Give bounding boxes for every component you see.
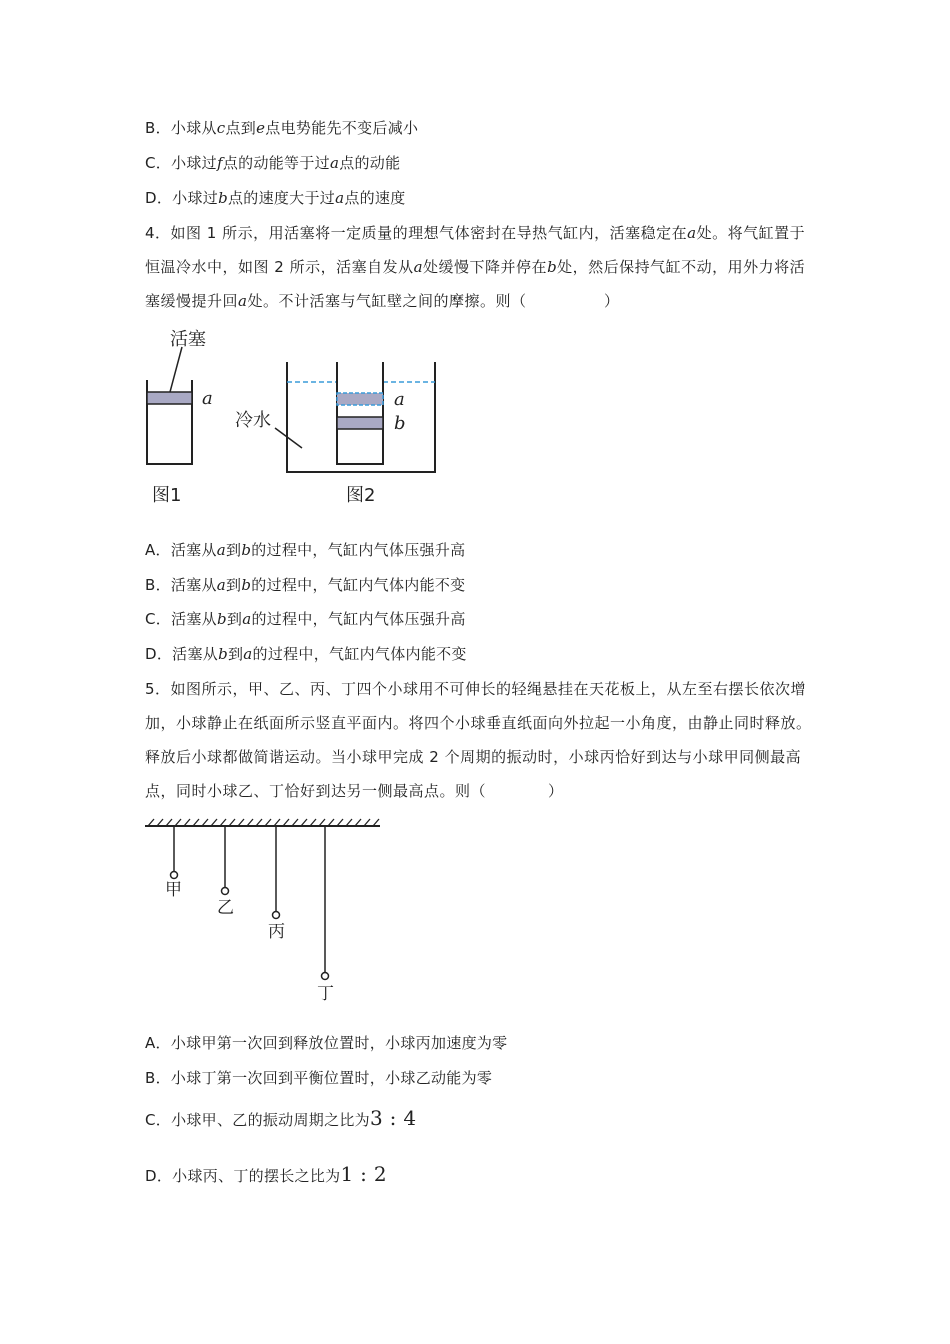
fig2-piston-a-dashed [337,393,383,405]
ball-bing [273,912,280,919]
ratio-d: 1 : 2 [340,1162,387,1186]
q5-figure [140,818,390,1008]
label-ding: 丁 [317,984,334,1004]
water-label: 冷水 [235,410,271,431]
fig2-piston-b [337,417,383,429]
q4-stem: 4．如图 1 所示，用活塞将一定质量的理想气体密封在导热气缸内，活塞稳定在a处。将气缸置于恒温冷水中，如图 2 所示，活塞自发从a处缓慢下降并停在b处，然后保持气缸不动，用外力将活塞缓慢提升回a处。不计活塞与气缸壁之间的摩擦。则（ ） [145,224,806,310]
label-jia: 甲 [165,880,182,900]
fig2-cylinder [337,362,383,464]
q5-option-d: D．小球丙、丁的摆长之比为1 : 2 [145,1162,387,1186]
q5-option-b: B．小球丁第一次回到平衡位置时，小球乙动能为零 [145,1069,493,1087]
fig1-caption: 图1 [152,485,182,506]
ceiling-hatch [148,819,379,826]
q4-option-a: A．活塞从a到b的过程中，气缸内气体压强升高 [145,541,466,559]
q4-option-c: C．活塞从b到a的过程中，气缸内气体压强升高 [145,610,466,628]
q5-option-c: C．小球甲、乙的振动周期之比为3 : 4 [145,1106,417,1130]
piston-label: 活塞 [170,329,206,350]
fig2-label-b: b [394,413,406,434]
fig2-label-a: a [394,389,405,410]
q4-option-b: B．活塞从a到b的过程中，气缸内气体内能不变 [145,576,466,594]
q5-option-a: A．小球甲第一次回到释放位置时，小球丙加速度为零 [145,1034,508,1052]
q4-option-d: D．活塞从b到a的过程中，气缸内气体内能不变 [145,645,467,663]
q3-option-d: D．小球过b点的速度大于过a点的速度 [145,189,406,207]
q3-option-c: C．小球过f点的动能等于过a点的动能 [145,154,401,172]
ball-ding [322,973,329,980]
ratio-c: 3 : 4 [369,1106,417,1130]
q4-figure [130,325,460,515]
fig1-piston-pointer [170,347,182,392]
water-pointer [275,428,302,448]
q5-stem: 5．如图所示，甲、乙、丙、丁四个小球用不可伸长的轻绳悬挂在天花板上，从左至右摆长依次增加，小球静止在纸面所示竖直平面内。将四个小球垂直纸面向外拉起一小角度，由静止同时释放。释放后小球都做简谐运动。当小球甲完成 2 个周期的振动时，小球丙恰好到达与小球甲同侧最高点，同时小球乙、丁恰好到达另一侧最高点。则（ ） [145,680,812,800]
ball-jia [171,872,178,879]
label-yi: 乙 [217,898,234,918]
fig1-piston [147,392,192,404]
fig1-label-a: a [202,388,213,409]
q3-option-b: B．小球从c点到e点电势能先不变后减小 [145,119,419,137]
ball-yi [222,888,229,895]
label-bing: 丙 [268,922,285,942]
fig2-caption: 图2 [346,485,376,506]
